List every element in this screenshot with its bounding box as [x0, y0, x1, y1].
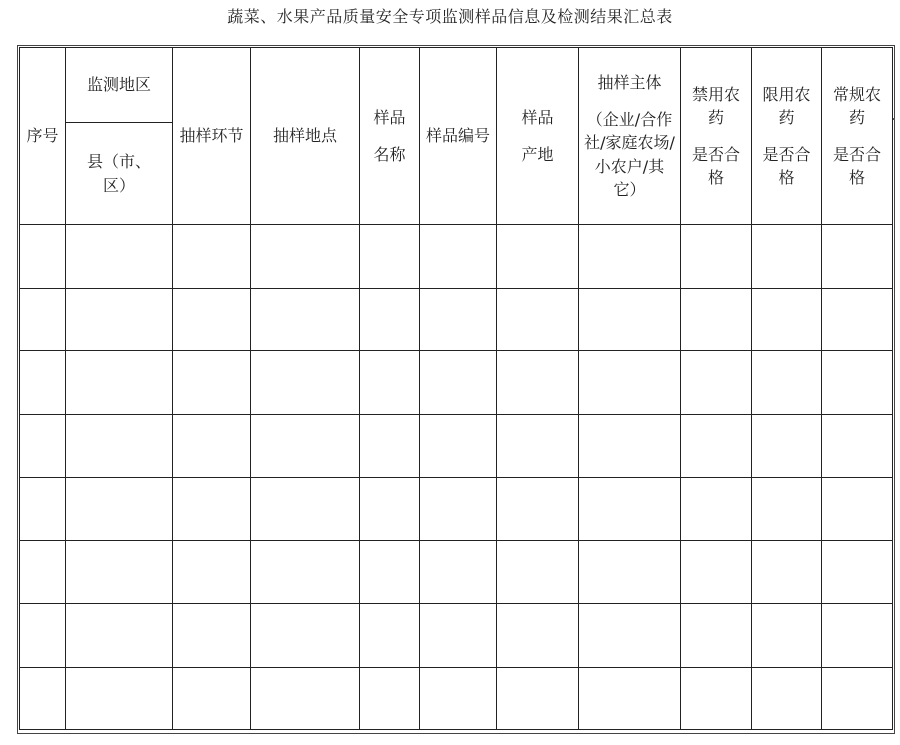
table-row — [20, 478, 893, 541]
header-banned-pesticide-line2: 是否合格 — [691, 145, 740, 188]
table-cell — [497, 225, 579, 289]
table-cell — [20, 541, 66, 604]
table-cell — [66, 478, 173, 541]
header-regular-pesticide-line2: 是否合格 — [832, 145, 881, 188]
table-cell — [822, 478, 893, 541]
table-cell — [20, 668, 66, 730]
table-cell — [20, 225, 66, 289]
table-cell — [752, 289, 822, 351]
header-location: 抽样地点 — [251, 48, 360, 225]
table-cell — [20, 478, 66, 541]
header-sampling-subject-line1: 抽样主体 — [597, 73, 662, 93]
table-cell — [360, 541, 420, 604]
table-cell — [822, 225, 893, 289]
table-cell — [579, 289, 681, 351]
table-cell — [752, 478, 822, 541]
table-cell — [579, 668, 681, 730]
table-cell — [20, 289, 66, 351]
table-cell — [251, 668, 360, 730]
table-cell — [822, 415, 893, 478]
table-row — [20, 668, 893, 730]
table-cell — [579, 604, 681, 668]
table-cell — [497, 478, 579, 541]
table-cell — [360, 351, 420, 415]
table-cell — [681, 225, 752, 289]
table-cell — [822, 289, 893, 351]
table-cell — [66, 225, 173, 289]
table-cell — [822, 351, 893, 415]
table-cell — [20, 415, 66, 478]
header-sample-name-line2: 名称 — [373, 145, 406, 164]
table-cell — [420, 604, 497, 668]
table-cell — [66, 415, 173, 478]
table-cell — [251, 415, 360, 478]
table-cell — [66, 541, 173, 604]
table-cell — [752, 604, 822, 668]
table-row — [20, 541, 893, 604]
header-sample-name-line1: 样品 — [373, 107, 406, 127]
header-sampling-subject-line2: （企业/合作社/家庭农场/小农户/其它） — [584, 110, 675, 199]
table-cell — [681, 604, 752, 668]
table-cell — [251, 478, 360, 541]
table-cell — [251, 289, 360, 351]
table-cell — [579, 351, 681, 415]
header-restricted-pesticide-line2: 是否合格 — [762, 145, 811, 188]
table-cell — [360, 225, 420, 289]
table-cell — [681, 289, 752, 351]
header-county-text: 县（市、区） — [86, 152, 151, 195]
table-row — [20, 289, 893, 351]
table-cell — [822, 668, 893, 730]
table-cell — [173, 604, 251, 668]
table-cell — [497, 541, 579, 604]
table-cell — [579, 415, 681, 478]
header-sample-origin-line2: 产地 — [521, 145, 554, 164]
table-cell — [20, 351, 66, 415]
header-county — [66, 123, 173, 225]
table-row — [20, 225, 893, 289]
header-banned-pesticide — [681, 48, 752, 225]
header-sample-code: 样品编号 — [420, 48, 497, 225]
table-cell — [251, 351, 360, 415]
header-sampling-subject — [579, 48, 681, 225]
table-cell — [420, 289, 497, 351]
table-cell — [173, 351, 251, 415]
table-cell — [173, 541, 251, 604]
table-cell — [420, 415, 497, 478]
table-cell — [420, 478, 497, 541]
table-cell — [173, 478, 251, 541]
table-cell — [681, 541, 752, 604]
table-cell — [251, 604, 360, 668]
table-cell — [420, 541, 497, 604]
table-cell — [681, 415, 752, 478]
summary-table — [19, 47, 893, 730]
table-cell — [66, 604, 173, 668]
table-cell — [497, 668, 579, 730]
header-sample-name — [360, 48, 420, 225]
table-row — [20, 351, 893, 415]
table-cell — [752, 668, 822, 730]
header-row-top — [20, 48, 893, 123]
table-cell — [822, 604, 893, 668]
table-cell — [420, 225, 497, 289]
table-cell — [173, 415, 251, 478]
table-cell — [360, 415, 420, 478]
header-serial: 序号 — [20, 48, 66, 225]
table-cell — [752, 225, 822, 289]
table-cell — [681, 668, 752, 730]
table-cell — [20, 604, 66, 668]
table-cell — [173, 668, 251, 730]
table-cell — [360, 668, 420, 730]
table-cell — [497, 289, 579, 351]
table-cell — [251, 541, 360, 604]
header-region: 监测地区 — [66, 48, 173, 123]
table-cell — [360, 289, 420, 351]
table-cell — [752, 415, 822, 478]
header-stage: 抽样环节 — [173, 48, 251, 225]
table-cell — [420, 351, 497, 415]
header-restricted-pesticide — [752, 48, 822, 225]
table-cell — [66, 351, 173, 415]
header-regular-pesticide — [822, 48, 893, 225]
table-cell — [579, 478, 681, 541]
table-cell — [360, 478, 420, 541]
table-cell — [173, 289, 251, 351]
header-restricted-pesticide-line1: 限用农药 — [762, 84, 811, 127]
frame-tick-mark — [893, 118, 895, 120]
table-cell — [173, 225, 251, 289]
table-cell — [681, 351, 752, 415]
table-cell — [752, 541, 822, 604]
table-cell — [752, 351, 822, 415]
table-cell — [360, 604, 420, 668]
table-cell — [420, 668, 497, 730]
table-row — [20, 604, 893, 668]
table-cell — [66, 668, 173, 730]
table-cell — [66, 289, 173, 351]
document-title: 蔬菜、水果产品质量安全专项监测样品信息及检测结果汇总表 — [227, 7, 673, 26]
table-cell — [251, 225, 360, 289]
table-cell — [497, 351, 579, 415]
table-cell — [681, 478, 752, 541]
header-sample-origin-line1: 样品 — [521, 107, 554, 127]
table-cell — [497, 415, 579, 478]
table-cell — [497, 604, 579, 668]
table-row — [20, 415, 893, 478]
table-cell — [822, 541, 893, 604]
header-sample-origin — [497, 48, 579, 225]
header-regular-pesticide-line1: 常规农药 — [832, 84, 881, 127]
header-banned-pesticide-line1: 禁用农药 — [691, 84, 740, 127]
table-cell — [579, 225, 681, 289]
table-cell — [579, 541, 681, 604]
